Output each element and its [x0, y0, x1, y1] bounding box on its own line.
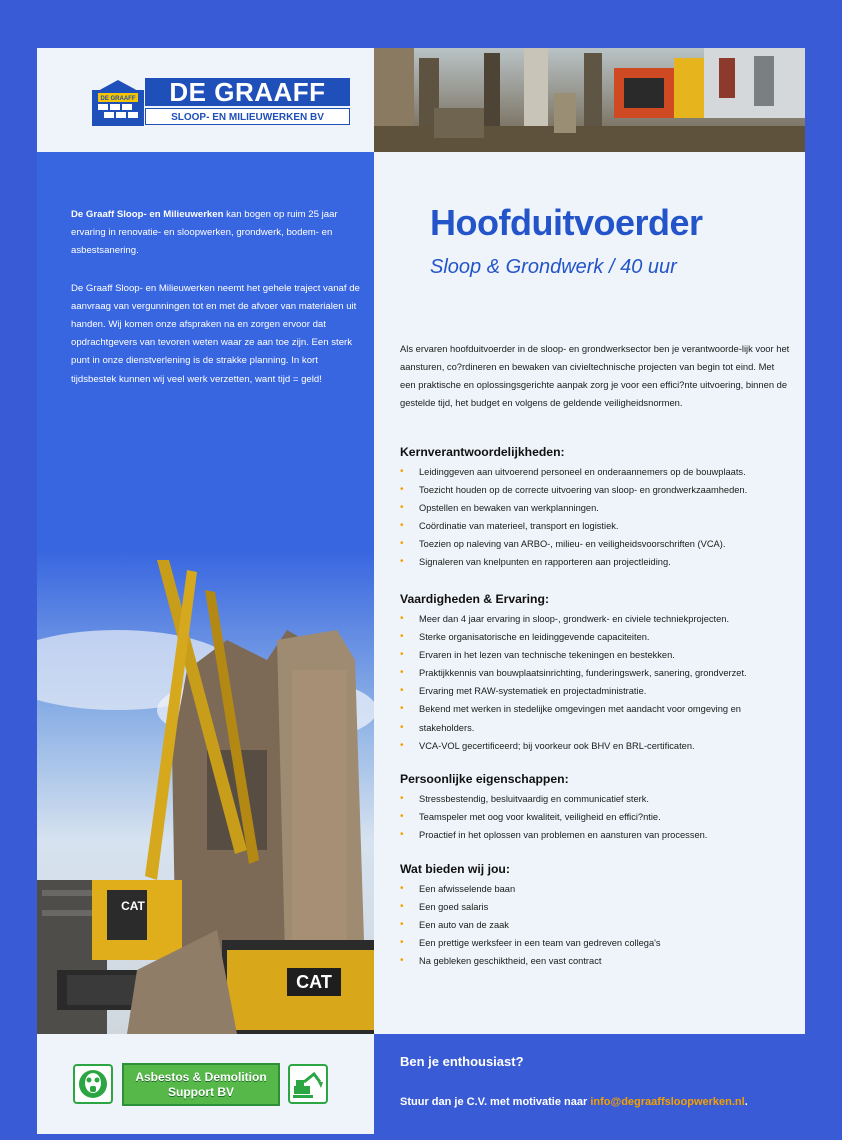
section-heading: Persoonlijke eigenschappen: — [400, 772, 569, 786]
email-link[interactable]: info@degraaffsloopwerken.nl — [590, 1096, 745, 1108]
list-item: • Sterke organisatorische en leidinggevende capaciteiten. — [400, 628, 800, 646]
list-item: • Een auto van de zaak — [400, 916, 800, 934]
section-heading: Vaardigheden & Ervaring: — [400, 592, 549, 606]
intro-paragraph-1 — [71, 206, 361, 261]
list-item: • Coördinatie van materieel, transport en logistiek. — [400, 517, 800, 535]
section-list — [400, 463, 800, 572]
logo-badge-text: DE GRAAFF — [100, 96, 136, 102]
cta-text-body: Stuur dan je C.V. met motivatie naar — [400, 1096, 591, 1108]
cta-text — [400, 1096, 748, 1108]
list-item: • Meer dan 4 jaar ervaring in sloop-, grondwerk- en civiele techniekprojecten. — [400, 610, 800, 628]
section-heading: Wat bieden wij jou: — [400, 862, 510, 876]
cta-text-suffix: . — [744, 1096, 748, 1108]
list-item: • Bekend met werken in stedelijke omgevingen met aandacht voor omgeving en — [400, 700, 800, 718]
list-item: • Signaleren van knelpunten en rapporteren aan projectleiding. — [400, 553, 800, 571]
section-list — [400, 610, 800, 755]
demolition-excavator-photo — [37, 550, 374, 1034]
asbestos-demolition-badge: Asbestos & Demolition Support BV — [122, 1063, 280, 1106]
list-item: • Een afwisselende baan — [400, 880, 800, 898]
section-list — [400, 790, 800, 844]
call-to-action — [374, 1034, 805, 1134]
section-responsibilities — [400, 445, 800, 572]
list-item: • Leidinggeven aan uitvoerend personeel en onderaannemers op de bouwplaats. — [400, 463, 800, 481]
job-title: Hoofduitvoerder — [430, 202, 703, 243]
company-intro-panel — [37, 152, 374, 1034]
list-item: • Ervaren in het lezen van technische tekeningen en bestekken. — [400, 646, 800, 664]
list-item: • Teamspeler met oog voor kwaliteit, veiligheid en effici?ntie. — [400, 808, 800, 826]
cat-label: CAT — [296, 972, 332, 992]
partner-logos — [37, 1034, 374, 1134]
company-subtitle: SLOOP- EN MILIEUWERKEN BV — [145, 108, 350, 125]
section-offer — [400, 862, 800, 970]
list-item: • stakeholders. — [400, 719, 800, 737]
list-item: • Toezicht houden op de correcte uitvoering van sloop- en grondwerkzaamheden. — [400, 481, 800, 499]
list-item: • VCA-VOL gecertificeerd; bij voorkeur ook BHV en BRL-certificaten. — [400, 737, 800, 755]
intro-paragraph-1-rest: kan bogen op ruim 25 jaar ervaring in renovatie- en sloopwerken, grondwerk, bodem- en asbestsanering. — [71, 209, 338, 257]
list-item: • Proactief in het oplossen van problemen en aansturen van processen. — [400, 826, 800, 844]
section-list — [400, 880, 800, 970]
company-intro-text — [71, 206, 361, 408]
list-item: • Een prettige werksfeer in een team van gedreven collega's — [400, 934, 800, 952]
section-heading: Kernverantwoordelijkheden: — [400, 445, 565, 459]
list-item: • Ervaring met RAW-systematiek en projectadministratie. — [400, 682, 800, 700]
list-item: • Praktijkkennis van bouwplaatsinrichting, funderingswerk, sanering, grondverzet. — [400, 664, 800, 682]
section-personal-traits — [400, 772, 800, 844]
intro-paragraph-2: De Graaff Sloop- en Milieuwerken neemt het gehele traject vanaf de aanvraag van vergunningen tot en met de afvoer van materialen uit handen. Wij komen onze afspraken na en zorgen ervoor dat opdrachtgevers van tevoren weten waar ze aan toe zijn. Een sterk punt in onze dienstverlening is de strakke planning. In kort tijdsbestek kunnen wij veel werk verzetten, want tijd = geld! — [71, 282, 360, 385]
section-skills — [400, 592, 800, 755]
cat-label-small: CAT — [121, 899, 145, 913]
job-intro: Als ervaren hoofduitvoerder in de sloop- en grondwerksector ben je verantwoorde-lijk voor het aansturen, co?rdineren en bewaken van civieltechnische projecten van begin tot eind. Met een praktische en oplossingsgerichte aanpak zorg je voor een effici?nte uitvoering, binnen de gestelde tijd, het budget en volgens de geldende veiligheidsnormen. — [400, 343, 790, 409]
list-item: • Een goed salaris — [400, 898, 800, 916]
logo-area — [37, 48, 374, 152]
list-item: • Stressbestendig, besluitvaardig en communicatief sterk. — [400, 790, 800, 808]
gas-mask-icon — [73, 1064, 113, 1104]
job-subtitle: Sloop & Grondwerk / 40 uur — [430, 256, 677, 278]
company-logo-icon — [92, 80, 144, 126]
excavator-icon — [288, 1064, 328, 1104]
top-construction-photo — [374, 48, 805, 152]
cta-title: Ben je enthousiast? — [400, 1054, 524, 1069]
company-name-bold: De Graaff Sloop- en Milieuwerken — [71, 209, 224, 220]
list-item: • Toezien op naleving van ARBO-, milieu- en veiligheidsvoorschriften (VCA). — [400, 535, 800, 553]
job-posting-content — [374, 152, 805, 1034]
list-item: • Opstellen en bewaken van werkplanningen. — [400, 499, 800, 517]
company-name: DE GRAAFF — [145, 78, 350, 106]
list-item: • Na gebleken geschiktheid, een vast contract — [400, 952, 800, 970]
